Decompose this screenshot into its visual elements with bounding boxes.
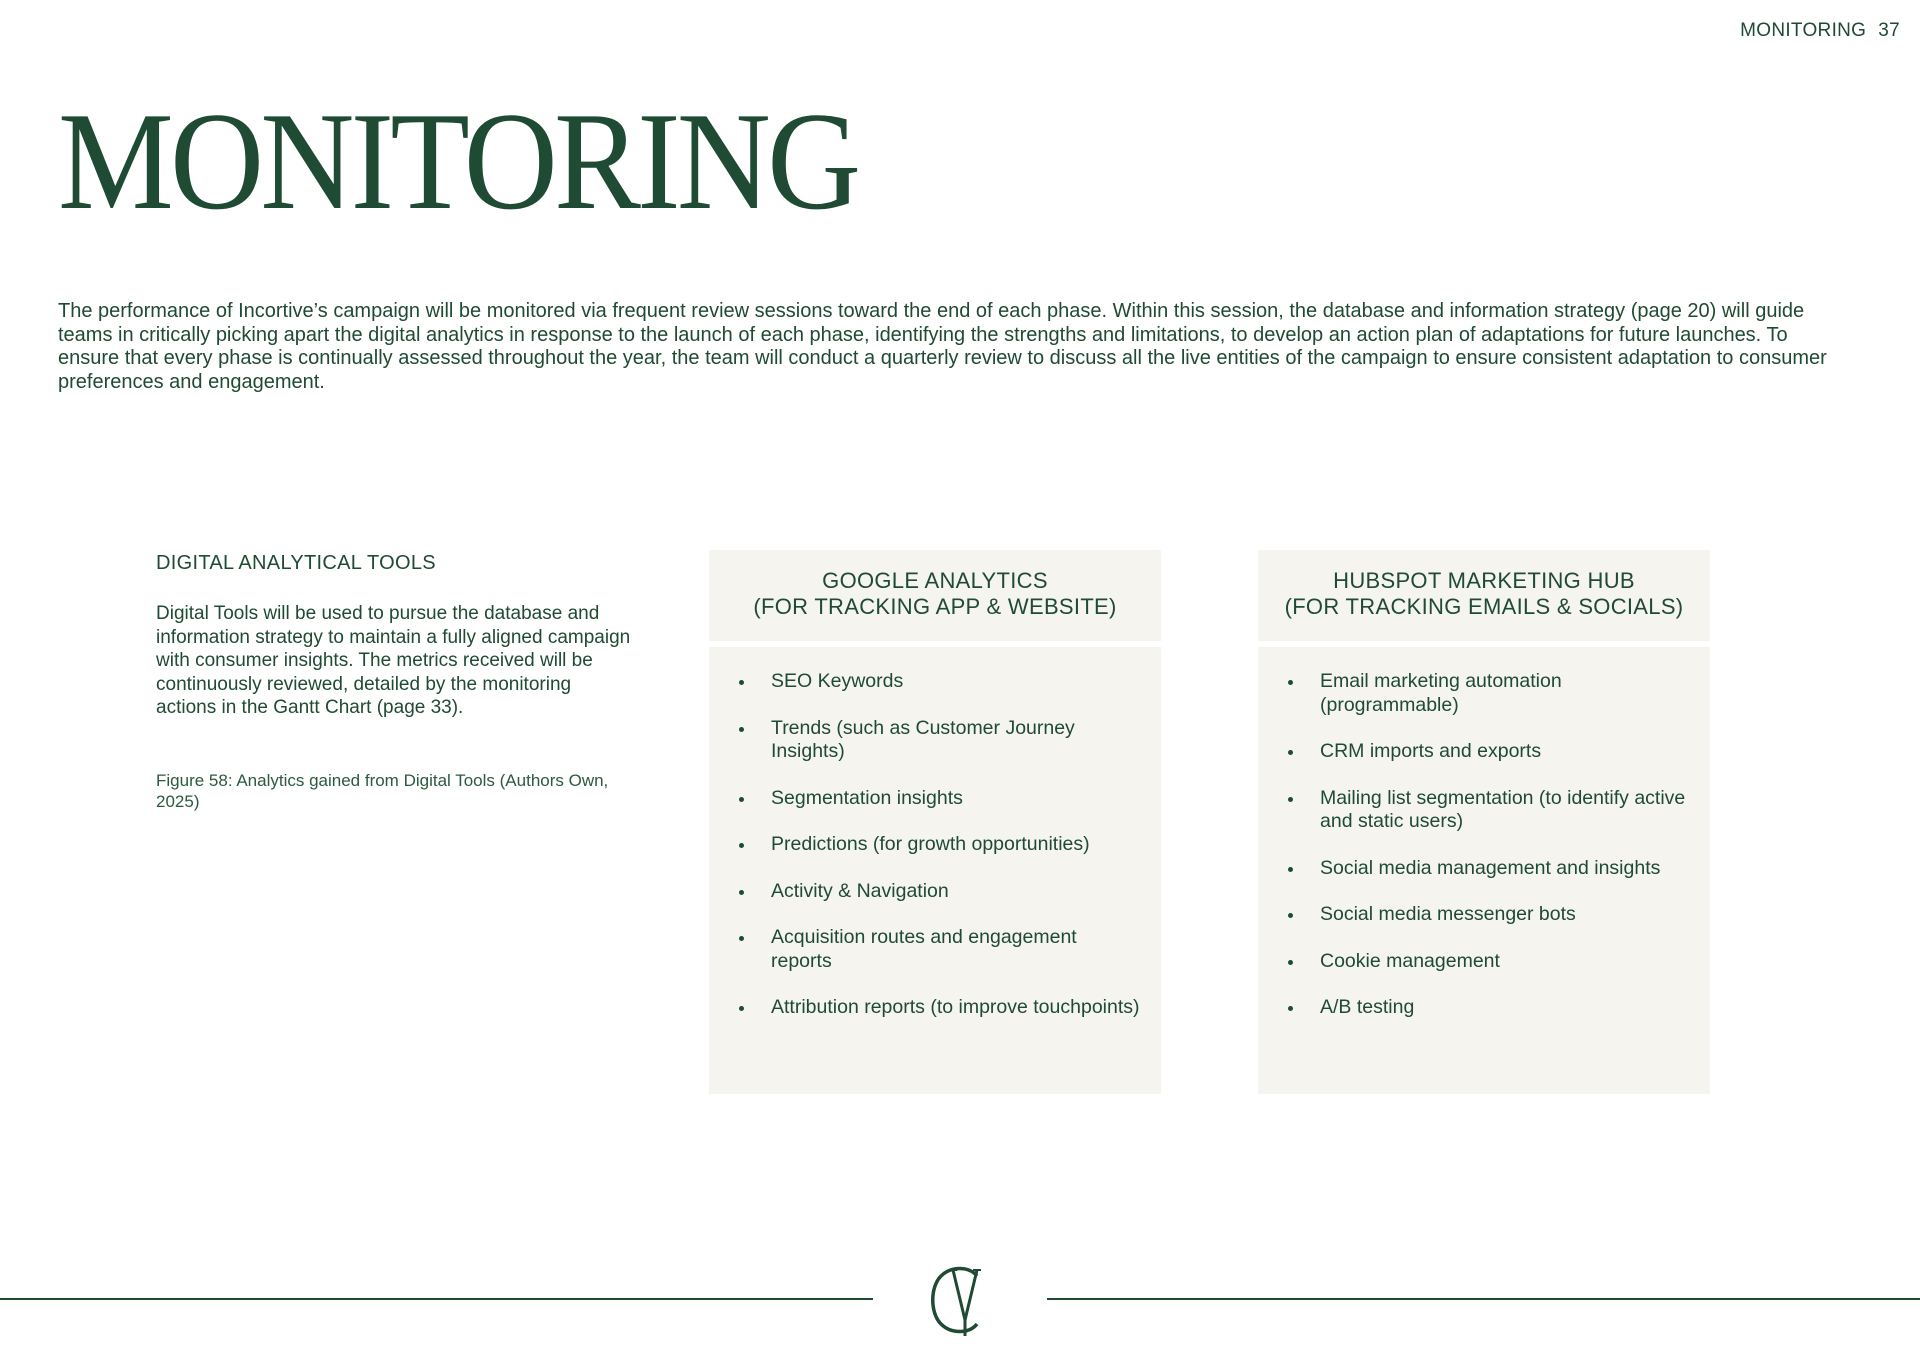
google-analytics-list-box (709, 647, 1161, 1094)
list-item (1280, 740, 1690, 764)
running-header (1740, 20, 1900, 42)
list-item-text: Social media messenger bots (1320, 903, 1576, 925)
google-analytics-subtitle: (FOR TRACKING APP & WEBSITE) (753, 594, 1117, 619)
tools-heading: DIGITAL ANALYTICAL TOOLS (156, 552, 436, 574)
hubspot-list (1280, 670, 1690, 1020)
tools-description: Digital Tools will be used to pursue the database and information strategy to maintain a fully aligned campaign with consumer insights. The metrics received will be continuously reviewed, detailed by the monitoring actions in the Gantt Chart (page 33). (156, 603, 631, 718)
footer-divider-right (1047, 1298, 1920, 1300)
bullet-icon (739, 727, 744, 732)
google-analytics-panel (709, 550, 1161, 1094)
bullet-icon (1288, 1006, 1293, 1011)
bullet-icon (1288, 960, 1293, 965)
intro-paragraph: The performance of Incortive’s campaign will be monitored via frequent review sessions toward the end of each phase. Within this session, the database and information strategy (page 20) will guide teams in critically picking apart the digital analytics in response to the launch of each phase, identifying the strengths and limitations, to develop an action plan of adaptations for future launches. To ensure that every phase is continually assessed throughout the year, the team will conduct a quarterly review to discuss all the live entities of the campaign to ensure consistent adaptation to consumer preferences and engagement. (58, 300, 1827, 393)
list-item (1280, 903, 1690, 927)
list-item-text: Segmentation insights (771, 786, 963, 809)
list-item (731, 926, 1141, 973)
list-item-text: Mailing list segmentation (to identify active and static users) (1320, 786, 1686, 832)
list-item (1280, 787, 1690, 834)
hubspot-panel (1258, 550, 1710, 1094)
list-item-text: Activity & Navigation (771, 879, 949, 902)
bullet-icon (1288, 867, 1293, 872)
list-item-text: Trends (such as Customer Journey Insights) (771, 716, 1075, 762)
list-item (1280, 670, 1690, 717)
list-item (731, 880, 1141, 904)
hubspot-list-box (1258, 647, 1710, 1094)
list-item (1280, 996, 1690, 1020)
bullet-icon (739, 797, 744, 802)
hubspot-subtitle: (FOR TRACKING EMAILS & SOCIALS) (1284, 594, 1684, 619)
section-label: MONITORING (1740, 20, 1867, 41)
page-title: MONITORING (58, 84, 858, 239)
list-item (1280, 950, 1690, 974)
digital-tools-section (156, 552, 636, 812)
list-item (731, 717, 1141, 764)
list-item-text: Predictions (for growth opportunities) (771, 833, 1090, 855)
hubspot-header (1258, 550, 1710, 641)
list-item (1280, 857, 1690, 881)
google-analytics-list (731, 670, 1141, 1020)
list-item (731, 670, 1141, 694)
list-item (731, 996, 1141, 1020)
list-item-text: Social media management and insights (1320, 856, 1661, 879)
bullet-icon (1288, 750, 1293, 755)
hubspot-title: HUBSPOT MARKETING HUB (1333, 568, 1635, 593)
list-item-text: Email marketing automation (programmable) (1320, 670, 1562, 716)
bullet-icon (739, 843, 744, 848)
bullet-icon (1288, 797, 1293, 802)
list-item-text: CRM imports and exports (1320, 740, 1542, 762)
list-item-text: Attribution reports (to improve touchpoints) (771, 996, 1140, 1018)
bullet-icon (739, 1006, 744, 1011)
bullet-icon (739, 680, 744, 685)
list-item (731, 833, 1141, 857)
figure-caption: Figure 58: Analytics gained from Digital Tools (Authors Own, 2025) (156, 770, 609, 811)
list-item-text: A/B testing (1320, 996, 1415, 1018)
google-analytics-header (709, 550, 1161, 641)
bullet-icon (1288, 680, 1293, 685)
bullet-icon (1288, 913, 1293, 918)
bullet-icon (739, 936, 744, 941)
page-number: 37 (1878, 20, 1900, 41)
list-item-text: Cookie management (1320, 949, 1500, 972)
list-item-text: Acquisition routes and engagement reports (771, 926, 1077, 972)
list-item-text: SEO Keywords (771, 670, 904, 692)
google-analytics-title: GOOGLE ANALYTICS (822, 568, 1048, 593)
brand-logo-icon (925, 1262, 995, 1338)
list-item (731, 787, 1141, 811)
bullet-icon (739, 890, 744, 895)
footer-divider-left (0, 1298, 873, 1300)
